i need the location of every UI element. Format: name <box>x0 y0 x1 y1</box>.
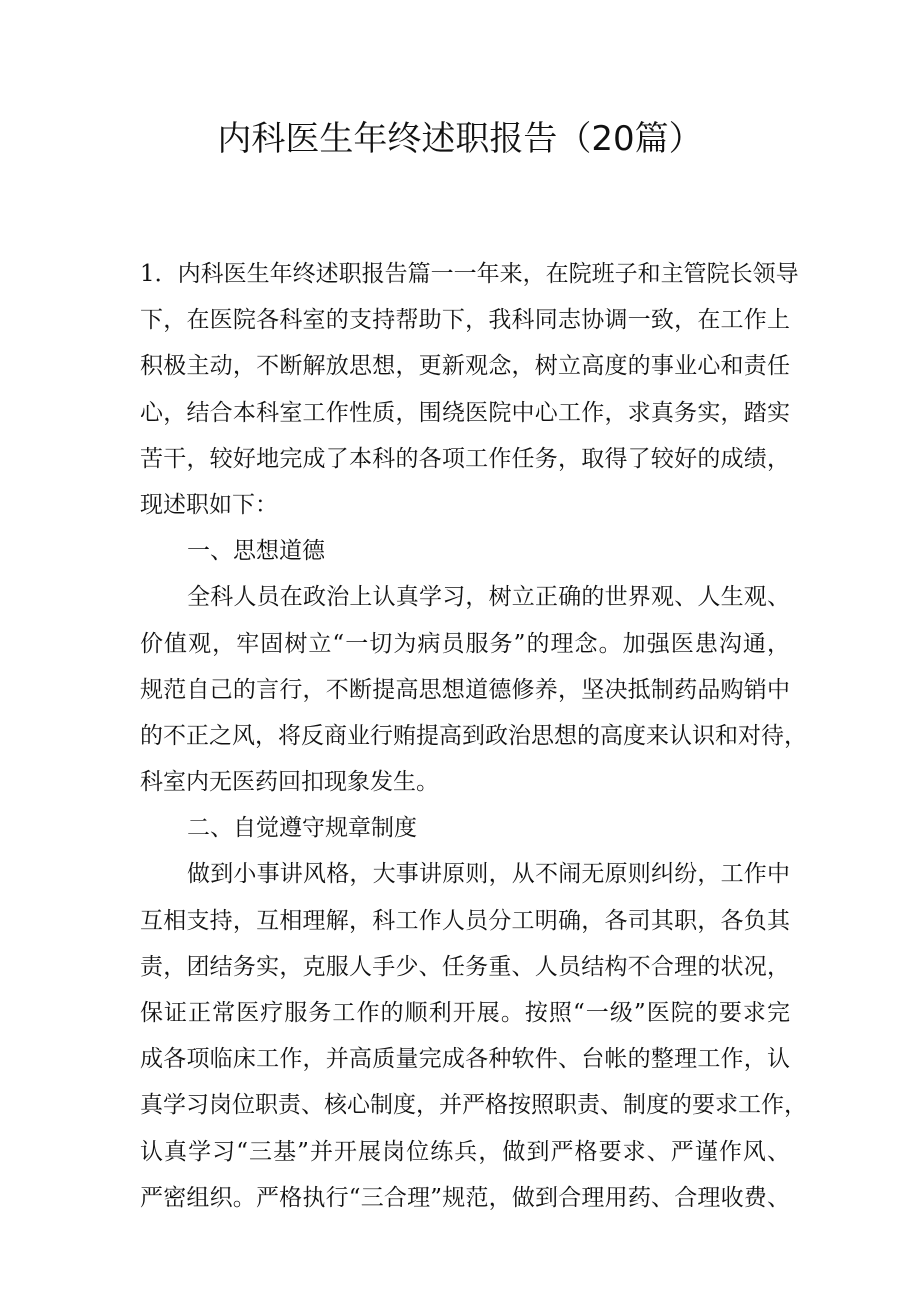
document-title: 内科医生年终述职报告（20篇） <box>217 119 703 159</box>
text-line: 的不正之风，将反商业行贿提高到政治思想的高度来认识和对待， <box>140 722 807 749</box>
text-line: 现述职如下： <box>140 491 278 518</box>
text-line: 互相支持，互相理解，科工作人员分工明确，各司其职，各负其 <box>140 907 790 934</box>
text-line: 规范自己的言行，不断提高思想道德修养，坚决抵制药品购销中 <box>140 676 790 703</box>
text-line: 心，结合本科室工作性质，围绕医院中心工作，求真务实，踏实 <box>140 399 790 426</box>
text-line: 科室内无医药回扣现象发生。 <box>140 769 439 796</box>
text-line: 积极主动，不断解放思想，更新观念，树立高度的事业心和责任 <box>140 353 790 380</box>
text-line: 全科人员在政治上认真学习，树立正确的世界观、人生观、 <box>187 584 790 611</box>
text-line: 价值观，牢固树立“一切为病员服务”的理念。加强医患沟通， <box>140 630 790 657</box>
text-line: 1．内科医生年终述职报告篇一一年来，在院班子和主管院长领导 <box>140 261 799 287</box>
text-line: 保证正常医疗服务工作的顺利开展。按照“一级”医院的要求完 <box>140 1000 790 1026</box>
section-heading: 二、自觉遵守规章制度 <box>187 815 417 842</box>
text-line: 成各项临床工作，并高质量完成各种软件、台帐的整理工作，认 <box>140 1046 790 1073</box>
text-line: 认真学习“三基”并开展岗位练兵，做到严格要求、严谨作风、 <box>140 1138 790 1165</box>
text-line: 下，在医院各科室的支持帮助下，我科同志协调一致，在工作上 <box>140 307 790 334</box>
text-line: 真学习岗位职责、核心制度，并严格按照职责、制度的要求工作， <box>140 1092 807 1119</box>
text-line: 严密组织。严格执行“三合理”规范，做到合理用药、合理收费、 <box>140 1184 790 1211</box>
text-line: 苦干，较好地完成了本科的各项工作任务，取得了较好的成绩， <box>140 445 790 472</box>
document-body <box>140 251 807 1221</box>
text-line: 责，团结务实，克服人手少、任务重、人员结构不合理的状况， <box>140 953 790 980</box>
text-line: 做到小事讲风格，大事讲原则，从不闹无原则纠纷，工作中 <box>187 861 790 888</box>
section-heading: 一、思想道德 <box>187 538 325 565</box>
